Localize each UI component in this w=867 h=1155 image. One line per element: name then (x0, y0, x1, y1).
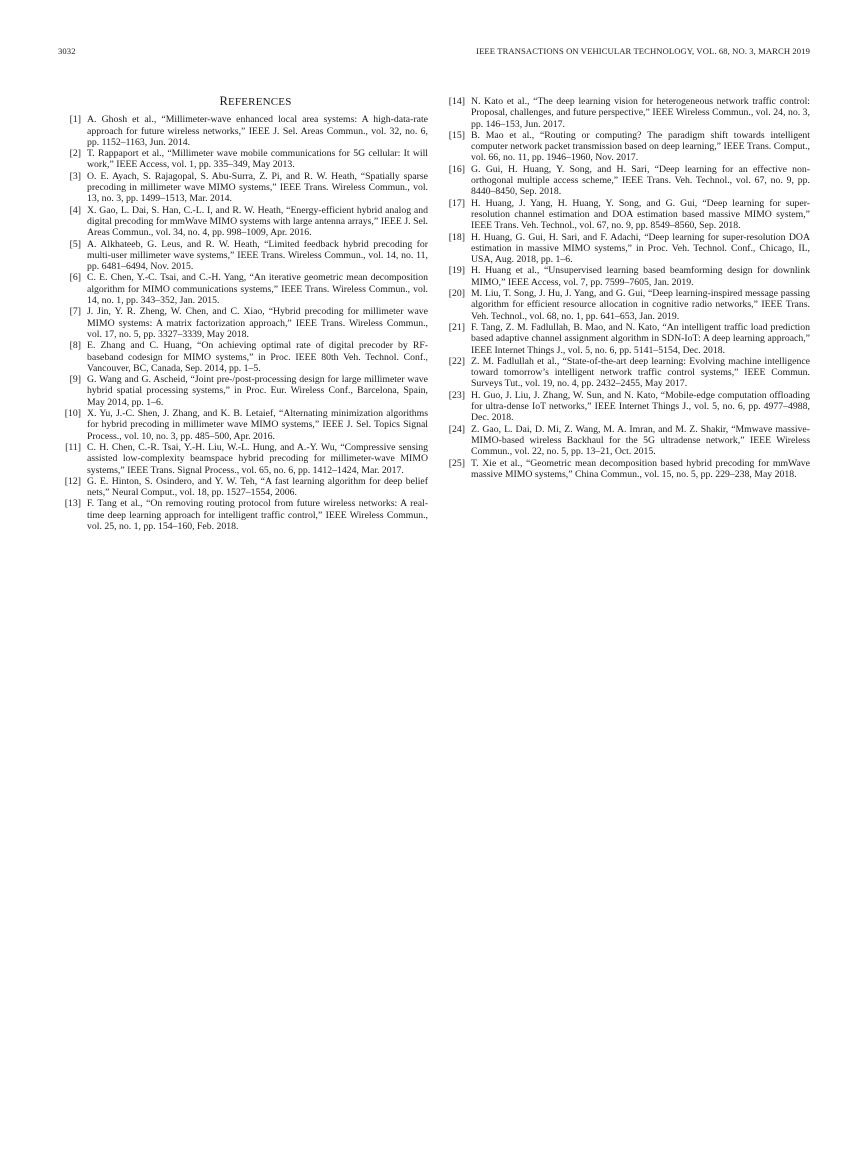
reference-number: [18] (448, 231, 465, 243)
reference-number: [8] (69, 340, 81, 352)
reference-number: [9] (69, 374, 81, 386)
left-column (59, 96, 428, 532)
reference-entry (59, 498, 428, 532)
reference-number: [14] (448, 96, 465, 107)
journal-running-head: IEEE TRANSACTIONS ON VEHICULAR TECHNOLOGY, VOL. 68, NO. 3, MARCH 2019 (476, 46, 810, 56)
reference-entry (441, 356, 810, 390)
reference-entry (59, 306, 428, 340)
reference-number: [2] (69, 148, 81, 160)
reference-entry (441, 164, 810, 198)
reference-number: [13] (64, 498, 81, 510)
reference-text: E. Zhang and C. Huang, “On achieving optimal rate of digital precoder by RF-baseband codesign for MIMO systems,” in Proc. IEEE 80th Veh. Technol. Conf., Vancouver, BC, Canada, Sep. 2014, pp. 1–5. (87, 340, 428, 374)
reference-number: [25] (448, 457, 465, 469)
reference-text: G. Wang and G. Ascheid, “Joint pre-/post-processing design for large millimeter wave hybrid spatial processing systems,” in Proc. Eur. Wireless Conf., Barcelona, Spain, May 2014, pp. 1–6. (87, 374, 428, 408)
references-heading-initial: R (219, 94, 228, 108)
reference-text: N. Kato et al., “The deep learning vision for heterogeneous network traffic control: Proposal, challenges, and future perspective,” IEEE Wireless Commun., vol. 24, no. 3, pp. 146–153, Jun. 2017. (471, 96, 810, 130)
reference-number: [20] (448, 288, 465, 300)
reference-entry (59, 374, 428, 408)
reference-entry (59, 148, 428, 171)
reference-number: [17] (448, 197, 465, 209)
reference-text: A. Ghosh et al., “Millimeter-wave enhanced local area systems: A high-data-rate approach for future wireless networks,” IEEE J. Sel. Areas Commun., vol. 32, no. 6, pp. 1152–1163, Jun. 2014. (87, 114, 428, 148)
reference-text: J. Jin, Y. R. Zheng, W. Chen, and C. Xiao, “Hybrid precoding for millimeter wave MIMO systems: A matrix factorization approach,” IEEE Trans. Wireless Commun., vol. 17, no. 5, pp. 3327–3339, May 2018. (87, 306, 428, 340)
reference-entry (441, 96, 810, 130)
reference-entry (59, 114, 428, 148)
reference-entry (59, 408, 428, 442)
reference-number: [4] (69, 204, 81, 216)
reference-number: [11] (65, 441, 81, 453)
reference-number: [24] (448, 423, 465, 435)
reference-entry (59, 239, 428, 273)
reference-number: [1] (69, 114, 81, 126)
reference-text: G. E. Hinton, S. Osindero, and Y. W. Teh, “A fast learning algorithm for deep belief nets,” Neural Comput., vol. 18, pp. 1527–1554, 2006. (87, 475, 428, 499)
reference-number: [15] (448, 129, 465, 141)
reference-entry (59, 272, 428, 306)
reference-text: X. Yu, J.-C. Shen, J. Zhang, and K. B. Letaief, “Alternating minimization algorithms for hybrid precoding in millimeter wave MIMO systems,” IEEE J. Sel. Topics Signal Process., vol. 10, no. 3, pp. 485–500, Apr. 2016. (87, 408, 428, 442)
reference-entry (441, 232, 810, 266)
reference-text: G. Gui, H. Huang, Y. Song, and H. Sari, “Deep learning for an effective non-orthogonal multiple access scheme,” IEEE Trans. Veh. Technol., vol. 67, no. 9, pp. 8440–8450, Sep. 2018. (471, 163, 810, 198)
reference-list-left (59, 114, 428, 532)
reference-text: O. E. Ayach, S. Rajagopal, S. Abu-Surra, Z. Pi, and R. W. Heath, “Spatially sparse precoding in millimeter wave MIMO systems,” IEEE Trans. Wireless Commun., vol. 13, no. 3, pp. 1499–1513, Mar. 2014. (87, 170, 428, 205)
page-number: 3032 (58, 46, 76, 56)
reference-number: [10] (64, 408, 81, 420)
reference-number: [22] (448, 355, 465, 367)
reference-number: [3] (69, 170, 81, 182)
reference-text: T. Xie et al., “Geometric mean decomposition based hybrid precoding for mmWave massive MIMO systems,” China Commun., vol. 15, no. 5, pp. 229–238, May 2018. (471, 457, 810, 480)
references-heading-rest: EFERENCES (228, 96, 292, 108)
reference-text: M. Liu, T. Song, J. Hu, J. Yang, and G. Gui, “Deep learning-inspired message passing algorithm for efficient resource allocation in cognitive radio networks,” IEEE Trans. Veh. Technol., vol. 68, no. 1, pp. 641–653, Jan. 2019. (471, 288, 810, 322)
reference-entry (441, 390, 810, 424)
reference-number: [16] (448, 163, 465, 175)
reference-entry (59, 171, 428, 205)
reference-entry (59, 205, 428, 239)
reference-text: C. H. Chen, C.-R. Tsai, Y.-H. Liu, W.-L. Hung, and A.-Y. Wu, “Compressive sensing assisted low-complexity beamspace hybrid precoding for millimeter-wave MIMO systems,” IEEE Trans. Signal Process., vol. 65, no. 6, pp. 1412–1424, Mar. 2017. (87, 441, 428, 476)
reference-text: H. Guo, J. Liu, J. Zhang, W. Sun, and N. Kato, “Mobile-edge computation offloading for ultra-dense IoT networks,” IEEE Internet Things J., vol. 5, no. 6, pp. 4977–4988, Dec. 2018. (471, 389, 810, 424)
reference-text: Z. M. Fadlullah et al., “State-of-the-art deep learning: Evolving machine intelligence toward tomorrow’s intelligent network traffic control systems,” IEEE Commun. Surveys Tut., vol. 19, no. 4, pp. 2432–2455, May 2017. (471, 355, 810, 390)
reference-entry (59, 442, 428, 476)
reference-entry (59, 476, 428, 499)
references-heading (59, 96, 428, 108)
reference-text: C. E. Chen, Y.-C. Tsai, and C.-H. Yang, “An iterative geometric mean decomposition algorithm for MIMO communications systems,” IEEE Trans. Wireless Commun., vol. 14, no. 1, pp. 343–352, Jan. 2015. (87, 272, 428, 307)
reference-number: [19] (448, 265, 465, 277)
reference-text: H. Huang et al., “Unsupervised learning based beamforming design for downlink MIMO,” IEEE Access, vol. 7, pp. 7599–7605, Jan. 2019. (471, 265, 810, 288)
reference-text: T. Rappaport et al., “Millimeter wave mobile communications for 5G cellular: It will work,” IEEE Access, vol. 1, pp. 335–349, May 2013. (87, 148, 428, 171)
reference-text: B. Mao et al., “Routing or computing? The paradigm shift towards intelligent computer network packet transmission based on deep learning,” IEEE Trans. Comput., vol. 66, no. 11, pp. 1946–1960, Nov. 2017. (471, 129, 810, 164)
reference-number: [5] (69, 238, 81, 250)
reference-entry (441, 288, 810, 322)
reference-number: [23] (448, 389, 465, 401)
reference-entry (441, 458, 810, 481)
reference-text: H. Huang, G. Gui, H. Sari, and F. Adachi, “Deep learning for super-resolution DOA estimation in massive MIMO systems,” in Proc. Veh. Technol. Conf., Chicago, IL, USA, Aug. 2018, pp. 1–6. (471, 231, 810, 266)
reference-text: F. Tang et al., “On removing routing protocol from future wireless networks: A real-time deep learning approach for intelligent traffic control,” IEEE Wireless Commun., vol. 25, no. 1, pp. 154–160, Feb. 2018. (87, 498, 428, 532)
reference-number: [7] (69, 306, 81, 318)
reference-number: [21] (448, 321, 465, 333)
right-column (441, 96, 810, 480)
reference-list-right (441, 96, 810, 480)
reference-text: Z. Gao, L. Dai, D. Mi, Z. Wang, M. A. Imran, and M. Z. Shakir, “Mmwave massive-MIMO-based wireless Backhaul for the 5G ultradense network,” IEEE Wireless Commun., vol. 22, no. 5, pp. 13–21, Oct. 2015. (471, 423, 810, 458)
reference-text: F. Tang, Z. M. Fadlullah, B. Mao, and N. Kato, “An intelligent traffic load prediction based adaptive channel assignment algorithm in SDN-IoT: A deep learning approach,” IEEE Internet Things J., vol. 5, no. 6, pp. 5141–5154, Dec. 2018. (471, 321, 810, 356)
page-header (58, 46, 810, 56)
reference-number: [12] (64, 475, 81, 487)
reference-text: H. Huang, J. Yang, H. Huang, Y. Song, and G. Gui, “Deep learning for super-resolution channel estimation and DOA estimation based massive MIMO system,” IEEE Trans. Veh. Technol., vol. 67, no. 9, pp. 8549–8560, Sep. 2018. (471, 197, 810, 232)
reference-text: A. Alkhateeb, G. Leus, and R. W. Heath, “Limited feedback hybrid precoding for multi-user millimeter wave systems,” IEEE Trans. Wireless Commun., vol. 14, no. 11, pp. 6481–6494, Nov. 2015. (87, 238, 428, 273)
reference-entry (59, 340, 428, 374)
reference-number: [6] (69, 272, 81, 284)
reference-entry (441, 265, 810, 288)
reference-entry (441, 424, 810, 458)
reference-entry (441, 130, 810, 164)
reference-entry (441, 198, 810, 232)
reference-text: X. Gao, L. Dai, S. Han, C.-L. I, and R. W. Heath, “Energy-efficient hybrid analog and digital precoding for mmWave MIMO systems with large antenna arrays,” IEEE J. Sel. Areas Commun., vol. 34, no. 4, pp. 998–1009, Apr. 2016. (87, 204, 428, 239)
reference-entry (441, 322, 810, 356)
